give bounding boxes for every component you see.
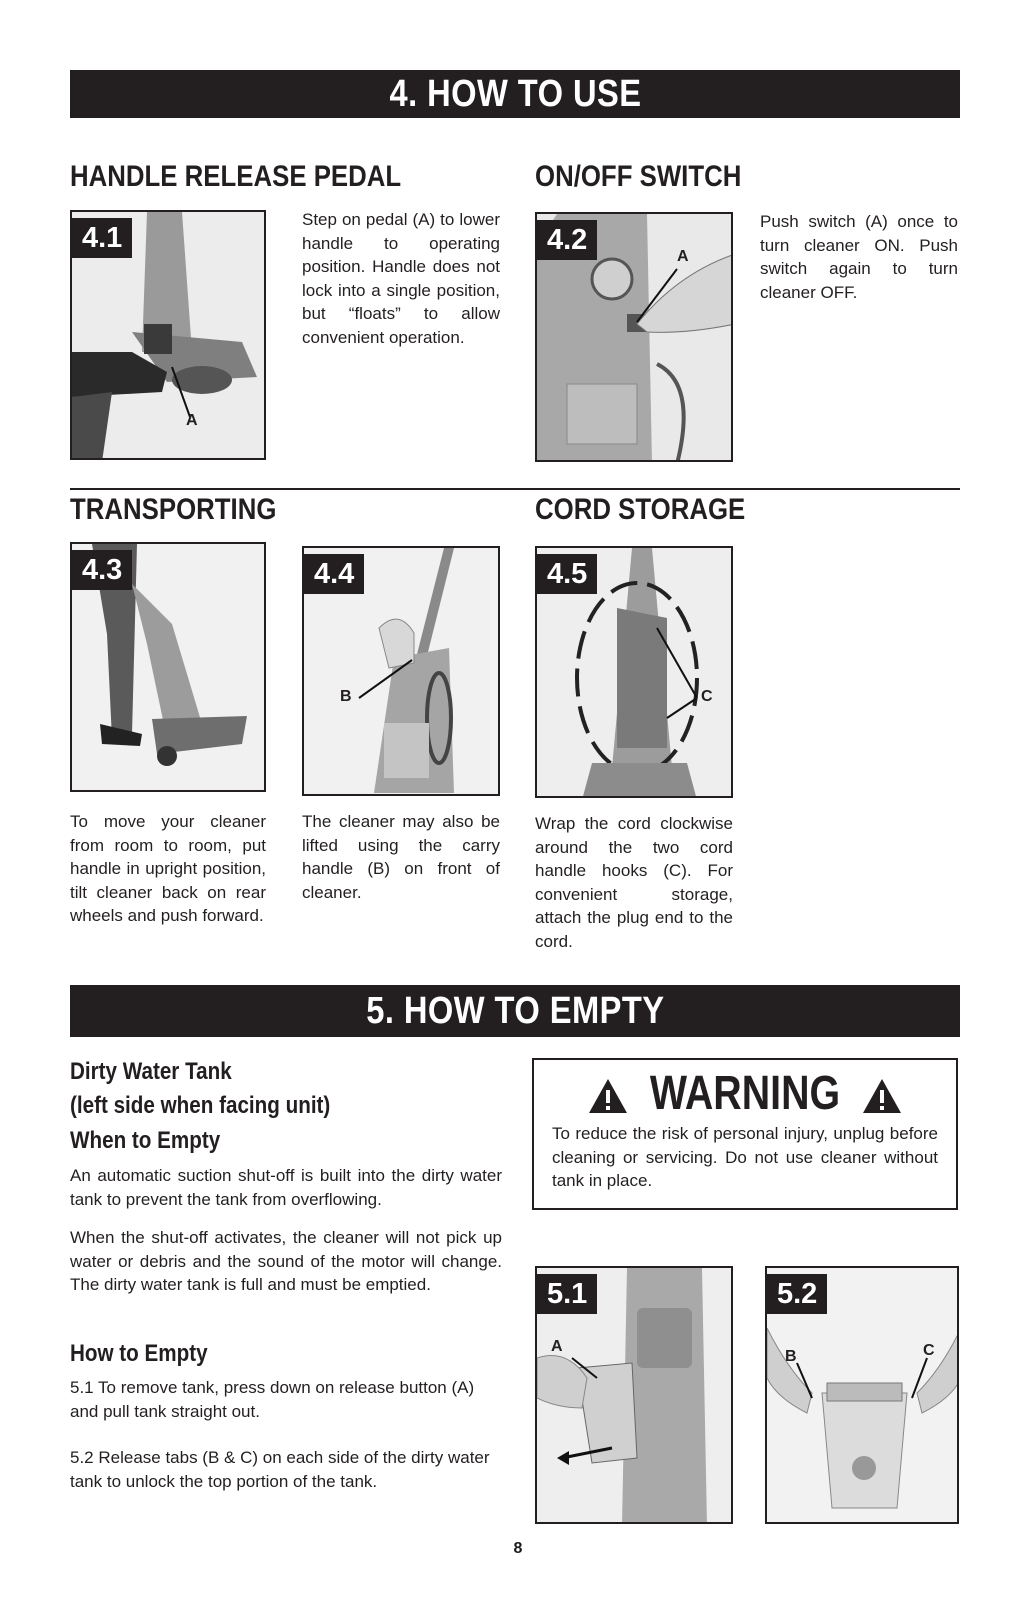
figure-number: 4.5 xyxy=(537,554,597,594)
onoff-text: Push switch (A) once to turn cleaner ON. Push switch again to turn cleaner OFF. xyxy=(760,212,958,302)
figure-5-2 xyxy=(765,1266,959,1524)
warning-text: To reduce the risk of personal injury, unplug before cleaning or servicing. Do not use cleaner without tank in place. xyxy=(552,1124,938,1190)
figure-callout-a: A xyxy=(677,248,689,265)
figure-5-1 xyxy=(535,1266,733,1524)
section-banner-how-to-use xyxy=(70,70,960,118)
figure-callout-a: A xyxy=(551,1338,563,1355)
figure-4-2 xyxy=(535,212,733,462)
heading-how-to-empty: How to Empty xyxy=(70,1340,208,1367)
warning-triangle-icon xyxy=(861,1077,903,1115)
section-title: 4. HOW TO USE xyxy=(389,72,641,115)
heading-when-to-empty: When to Empty xyxy=(70,1127,221,1154)
figure-number: 4.2 xyxy=(537,220,597,260)
figure-callout-c: C xyxy=(923,1342,935,1359)
warning-triangle-icon xyxy=(587,1077,629,1115)
figure-4-5 xyxy=(535,546,733,798)
cord-storage-text: Wrap the cord clockwise around the two cord handle hooks (C). For convenient storage, attach the plug end to the cord. xyxy=(535,814,733,951)
figure-number: 4.4 xyxy=(304,554,364,594)
figure-number: 4.1 xyxy=(72,218,132,258)
heading-dirty-water-tank: Dirty Water Tank xyxy=(70,1058,232,1085)
transporting-text-a: To move your cleaner from room to room, put handle in upright position, tilt cleaner back on rear wheels and push forward. xyxy=(70,812,266,925)
page-number: 8 xyxy=(513,1540,523,1557)
figure-number: 5.1 xyxy=(537,1274,597,1314)
section-banner-how-to-empty xyxy=(70,985,960,1037)
transporting-text-b: The cleaner may also be lifted using the carry handle (B) on front of cleaner. xyxy=(302,812,500,902)
when-to-empty-text-2: When the shut-off activates, the cleaner will not pick up water or debris and the sound of the motor will change. The dirty water tank is full and must be emptied. xyxy=(70,1228,502,1294)
figure-callout-c: C xyxy=(701,688,713,705)
heading-handle-release-pedal: HANDLE RELEASE PEDAL xyxy=(70,160,402,193)
heading-transporting: TRANSPORTING xyxy=(70,493,277,526)
warning-box xyxy=(532,1058,958,1210)
figure-4-4 xyxy=(302,546,500,796)
when-to-empty-text-1: An automatic suction shut-off is built into the dirty water tank to prevent the tank from overflowing. xyxy=(70,1166,502,1209)
warning-title: WARNING xyxy=(534,1066,956,1121)
figure-number: 4.3 xyxy=(72,550,132,590)
how-to-empty-text-1: 5.1 To remove tank, press down on release button (A) and pull tank straight out. xyxy=(70,1378,475,1421)
heading-left-side: (left side when facing unit) xyxy=(70,1092,331,1119)
heading-on-off-switch: ON/OFF SWITCH xyxy=(535,160,742,193)
section-title: 5. HOW TO EMPTY xyxy=(365,989,665,1032)
how-to-empty-text-2: 5.2 Release tabs (B & C) on each side of the dirty water tank to unlock the top portion of the tank. xyxy=(70,1448,490,1491)
figure-4-1 xyxy=(70,210,266,460)
heading-cord-storage: CORD STORAGE xyxy=(535,493,746,526)
figure-4-3 xyxy=(70,542,266,792)
figure-callout-b: B xyxy=(785,1348,797,1365)
section-divider xyxy=(70,488,960,490)
figure-callout-a: A xyxy=(186,412,198,429)
figure-callout-b: B xyxy=(340,688,352,705)
figure-number: 5.2 xyxy=(767,1274,827,1314)
handle-release-text: Step on pedal (A) to lower handle to operating position. Handle does not lock into a single position, but “floats” to allow convenient operation. xyxy=(302,210,500,347)
